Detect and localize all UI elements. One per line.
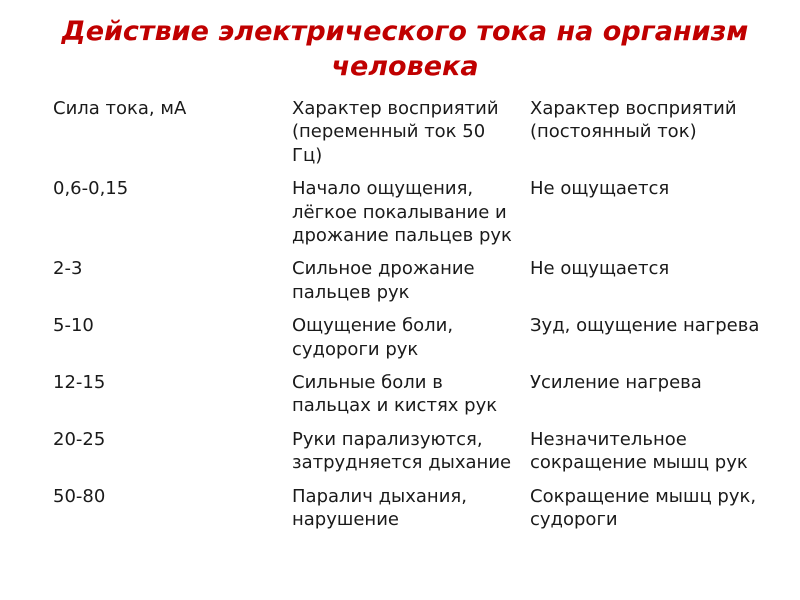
dc-cell: Зуд, ощущение нагрева — [517, 310, 770, 367]
dc-cell: Незначительное сокращение мышц рук — [517, 423, 770, 480]
current-cell: 50-80 — [40, 480, 279, 537]
current-cell: 0,6-0,15 — [40, 173, 279, 253]
ac-cell: Ощущение боли, судороги рук — [279, 310, 517, 367]
table-row — [40, 423, 770, 480]
ac-cell: Руки парализуются, затрудняется дыхание — [279, 423, 517, 480]
current-effects-table — [40, 92, 770, 538]
header-ac-perception: Характер восприятий (переменный ток 50 Гц) — [279, 93, 517, 173]
ac-cell: Паралич дыхания, нарушение — [279, 480, 517, 537]
dc-cell: Сокращение мышц рук, судороги — [517, 480, 770, 537]
table-header-row — [40, 93, 770, 173]
table-row — [40, 367, 770, 424]
current-cell: 5-10 — [40, 310, 279, 367]
ac-cell: Сильные боли в пальцах и кистях рук — [279, 367, 517, 424]
dc-cell: Усиление нагрева — [517, 367, 770, 424]
dc-cell: Не ощущается — [517, 253, 770, 310]
current-cell: 12-15 — [40, 367, 279, 424]
table-row — [40, 173, 770, 253]
header-current: Сила тока, мА — [40, 93, 279, 173]
dc-cell: Не ощущается — [517, 173, 770, 253]
header-dc-perception: Характер восприятий (постоянный ток) — [517, 93, 770, 173]
current-cell: 20-25 — [40, 423, 279, 480]
ac-cell: Сильное дрожание пальцев рук — [279, 253, 517, 310]
table-row — [40, 310, 770, 367]
current-cell: 2-3 — [40, 253, 279, 310]
table-row — [40, 480, 770, 537]
ac-cell: Начало ощущения, лёгкое покалывание и дрожание пальцев рук — [279, 173, 517, 253]
table-row — [40, 253, 770, 310]
slide-title: Действие электрического тока на организм человека — [61, 16, 749, 82]
